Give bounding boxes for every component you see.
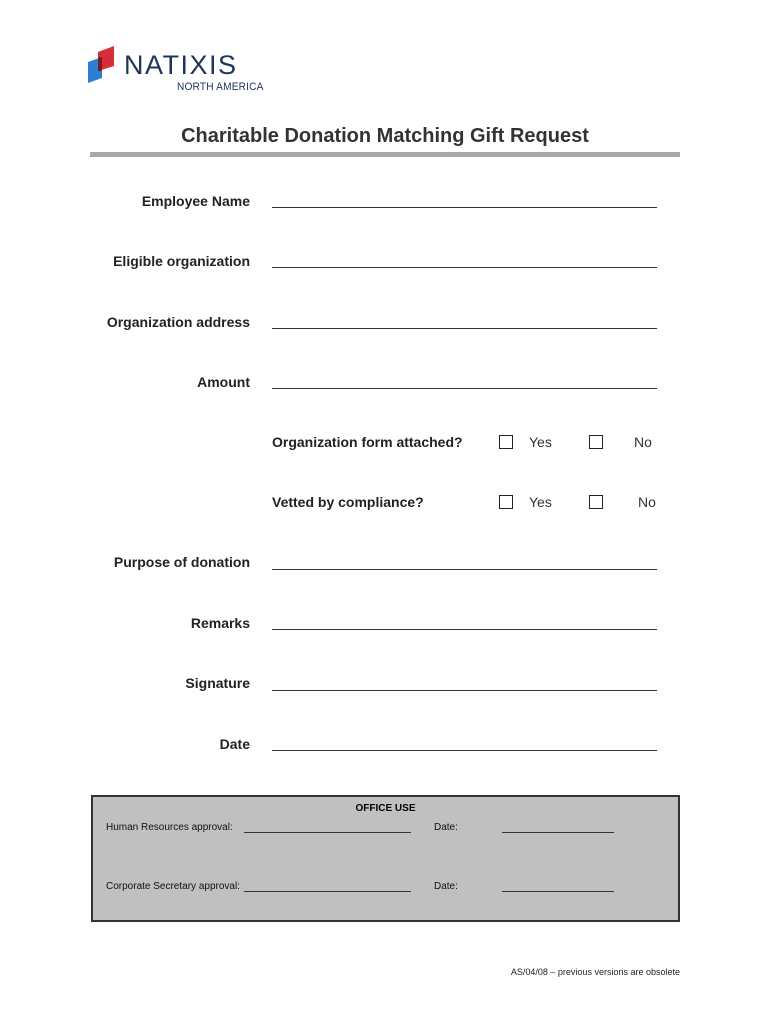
form-attached-no-checkbox[interactable] <box>589 435 603 449</box>
amount-label: Amount <box>197 374 250 390</box>
vetted-question: Vetted by compliance? <box>272 494 424 510</box>
secretary-date-field[interactable] <box>502 891 614 892</box>
employee-name-label: Employee Name <box>141 193 250 209</box>
office-use-box <box>91 795 680 922</box>
vetted-no-checkbox[interactable] <box>589 495 603 509</box>
date-field[interactable] <box>272 750 657 751</box>
secretary-approval-label: Corporate Secretary approval: <box>106 881 240 892</box>
vetted-yes-checkbox[interactable] <box>499 495 513 509</box>
purpose-field[interactable] <box>272 569 657 570</box>
eligible-organization-field[interactable] <box>272 267 657 268</box>
hr-approval-field[interactable] <box>244 832 411 833</box>
signature-label: Signature <box>185 675 250 691</box>
remarks-field[interactable] <box>272 629 657 630</box>
title-divider <box>90 152 680 157</box>
purpose-label: Purpose of donation <box>113 554 250 570</box>
form-attached-yes-checkbox[interactable] <box>499 435 513 449</box>
hr-date-field[interactable] <box>502 832 614 833</box>
amount-field[interactable] <box>272 388 657 389</box>
hr-date-label: Date: <box>434 822 458 833</box>
secretary-approval-field[interactable] <box>244 891 411 892</box>
office-use-title: OFFICE USE <box>355 803 416 814</box>
form-attached-question: Organization form attached? <box>272 434 463 450</box>
signature-field[interactable] <box>272 690 657 691</box>
form-attached-yes-label: Yes <box>529 434 552 450</box>
logo-wordmark: NATIXIS <box>124 50 238 80</box>
date-label: Date <box>219 736 250 752</box>
hr-approval-label: Human Resources approval: <box>106 822 233 833</box>
eligible-organization-label: Eligible organization <box>113 253 250 269</box>
page-title: Charitable Donation Matching Gift Request <box>181 125 589 147</box>
remarks-label: Remarks <box>190 615 250 631</box>
vetted-no-label: No <box>638 494 656 510</box>
form-attached-no-label: No <box>634 434 652 450</box>
logo-subtitle: NORTH AMERICA <box>177 81 264 93</box>
organization-address-label: Organization address <box>106 314 250 330</box>
employee-name-field[interactable] <box>272 207 657 208</box>
footer-version-note: AS/04/08 – previous versions are obsolete <box>510 967 680 977</box>
secretary-date-label: Date: <box>434 881 458 892</box>
natixis-logo-icon <box>88 44 120 86</box>
organization-address-field[interactable] <box>272 328 657 329</box>
vetted-yes-label: Yes <box>529 494 552 510</box>
